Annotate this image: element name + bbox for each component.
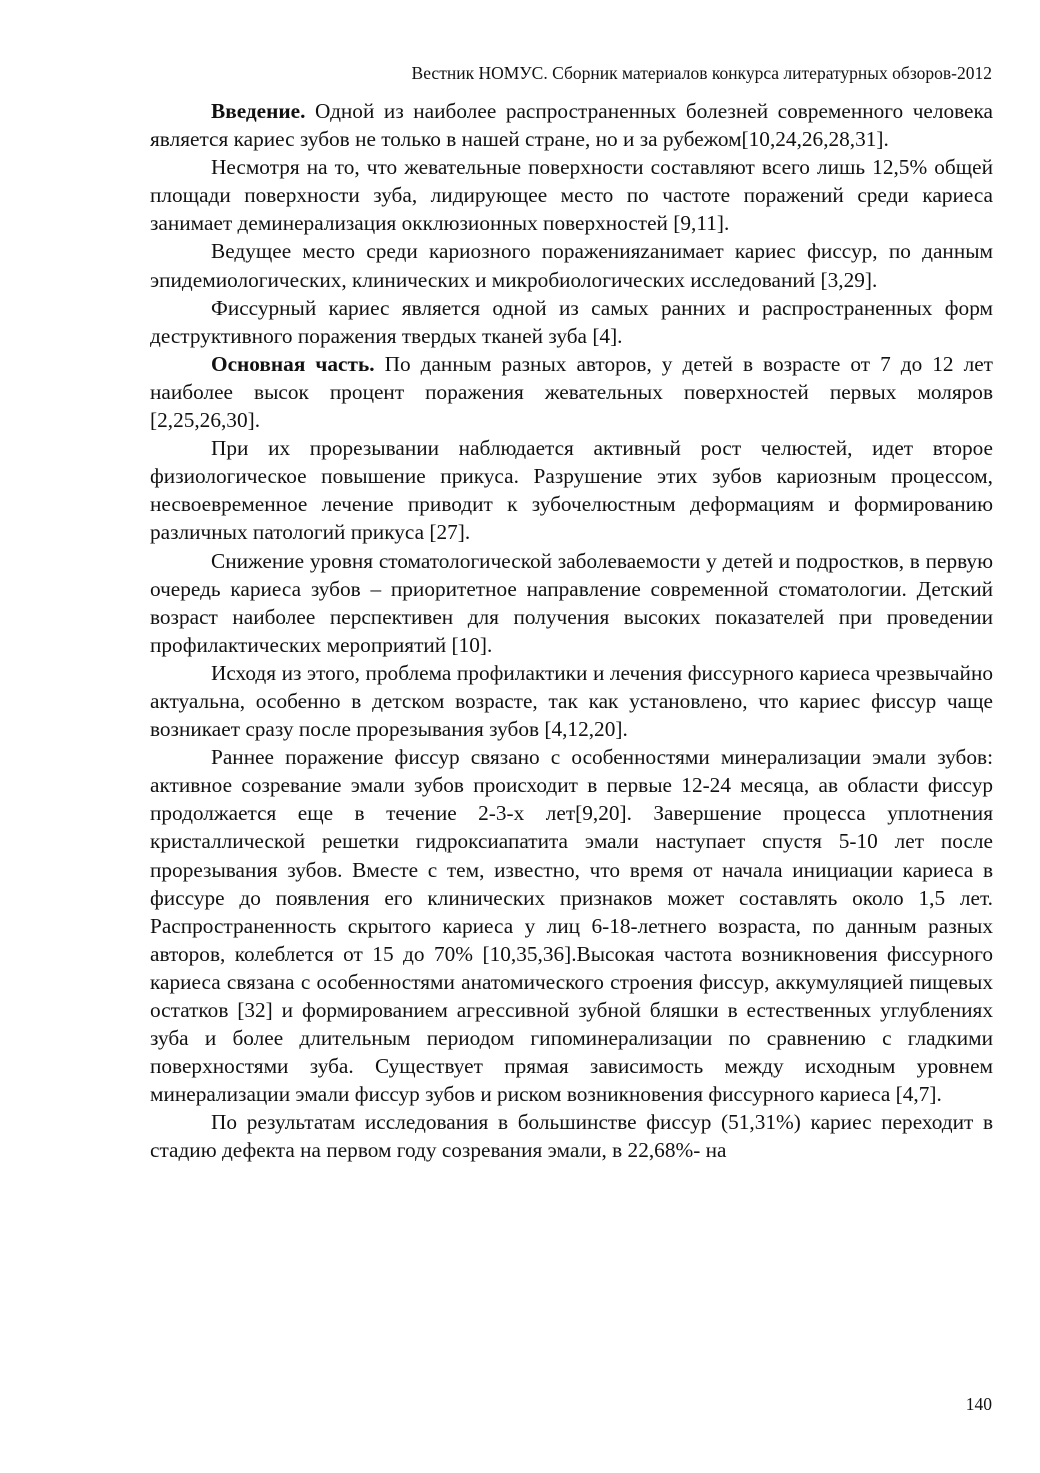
paragraph [150, 1108, 993, 1164]
paragraph-main-part [150, 350, 993, 434]
section-heading-main-part: Основная часть. [211, 351, 375, 376]
paragraph-text: По результатам исследования в большинстве фиссур (51,31%) кариес переходит в стадию дефекта на первом году созревания эмали, в 22,68%- на [150, 1110, 993, 1163]
paragraph-text: Несмотря на то, что жевательные поверхности составляют всего лишь 12,5% общей площади поверхности зуба, лидирующее место по частоте поражений среди кариеса занимает деминерализация окклюзионных поверхностей [9,11]. [150, 155, 993, 236]
paragraph-text: Снижение уровня стоматологической заболеваемости у детей и подростков, в первую очередь кариеса зубов – приоритетное направление современной стоматологии. Детский возраст наиболее перспективен для получения высоких показателей при проведении профилактических мероприятий [10]. [150, 548, 993, 657]
running-header: Вестник НОМУС. Сборник материалов конкурса литературных обзоров-2012 [411, 63, 992, 83]
paragraph [150, 294, 993, 350]
paragraph [150, 153, 993, 237]
paragraph-text: Фиссурный кариес является одной из самых ранних и распространенных форм деструктивного поражения твердых тканей зуба [4]. [150, 295, 993, 348]
section-heading-introduction: Введение. [211, 99, 306, 123]
paragraph [150, 547, 993, 659]
paragraph-text: По данным разных авторов, у детей в возрасте от 7 до 12 лет наиболее высок процент поражения жевательных поверхностей первых моляров [2,25,26,30]. [150, 351, 993, 433]
article-body [150, 97, 993, 1165]
paragraph-text: Ведущее место среди кариозного пораженияzанимает кариес фиссур, по данным эпидемиологических, клинических и микробиологических исследований [3,29]. [150, 239, 993, 292]
paragraph-text: При их прорезывании наблюдается активный рост челюстей, идет второе физиологическое повышение прикуса. Разрушение этих зубов кариозным процессом, несвоевременное лечение приводит к зубочелюстным деформациям и формированию различных патологий прикуса [27]. [150, 436, 993, 545]
paragraph-introduction [150, 97, 993, 153]
page-number: 140 [965, 1394, 992, 1414]
paragraph-text: Раннее поражение фиссур связано с особенностями минерализации эмали зубов: активное созревание эмали зубов происходит в первые 12-24 месяца, ав области фиссур продолжается еще в течение 2-3-х лет[9,20]. Завершение процесса уплотнения кристаллической решетки гидроксиапатита эмали наступает спустя 5-10 лет после прорезывания зубов. Вместе с тем, известно, что время от начала инициации кариеса в фиссуре до появления его клинических признаков может составлять около 1,5 лет. Распространенность скрытого кариеса у лиц 6-18-летнего возраста, по данным разных авторов, колеблется от 15 до 70% [10,35,36].Высокая частота возникновения фиссурного кариеса связана с особенностями анатомического строения фиссур, аккумуляцией пищевых остатков [32] и формированием агрессивной зубной бляшки в естественных углублениях зуба и более длительным периодом гипоминерализации по сравнению с гладкими поверхностями зуба. Существует прямая зависимость между исходным уровнем минерализации эмали фиссур зубов и риском возникновения фиссурного кариеса [4,7]. [150, 745, 993, 1107]
paragraph-text: Исходя из этого, проблема профилактики и лечения фиссурного кариеса чрезвычайно актуальна, особенно в детском возрасте, так как установлено, что кариес фиссур чаще возникает сразу после прорезывания зубов [4,12,20]. [150, 660, 993, 742]
paragraph [150, 434, 993, 546]
paragraph [150, 659, 993, 743]
paragraph [150, 743, 993, 1108]
paragraph-text: Одной из наиболее распространенных болезней современного человека является кариес зубов не только в нашей стране, но и за рубежом[10,24,26,28,31]. [150, 99, 993, 152]
paragraph [150, 237, 993, 293]
